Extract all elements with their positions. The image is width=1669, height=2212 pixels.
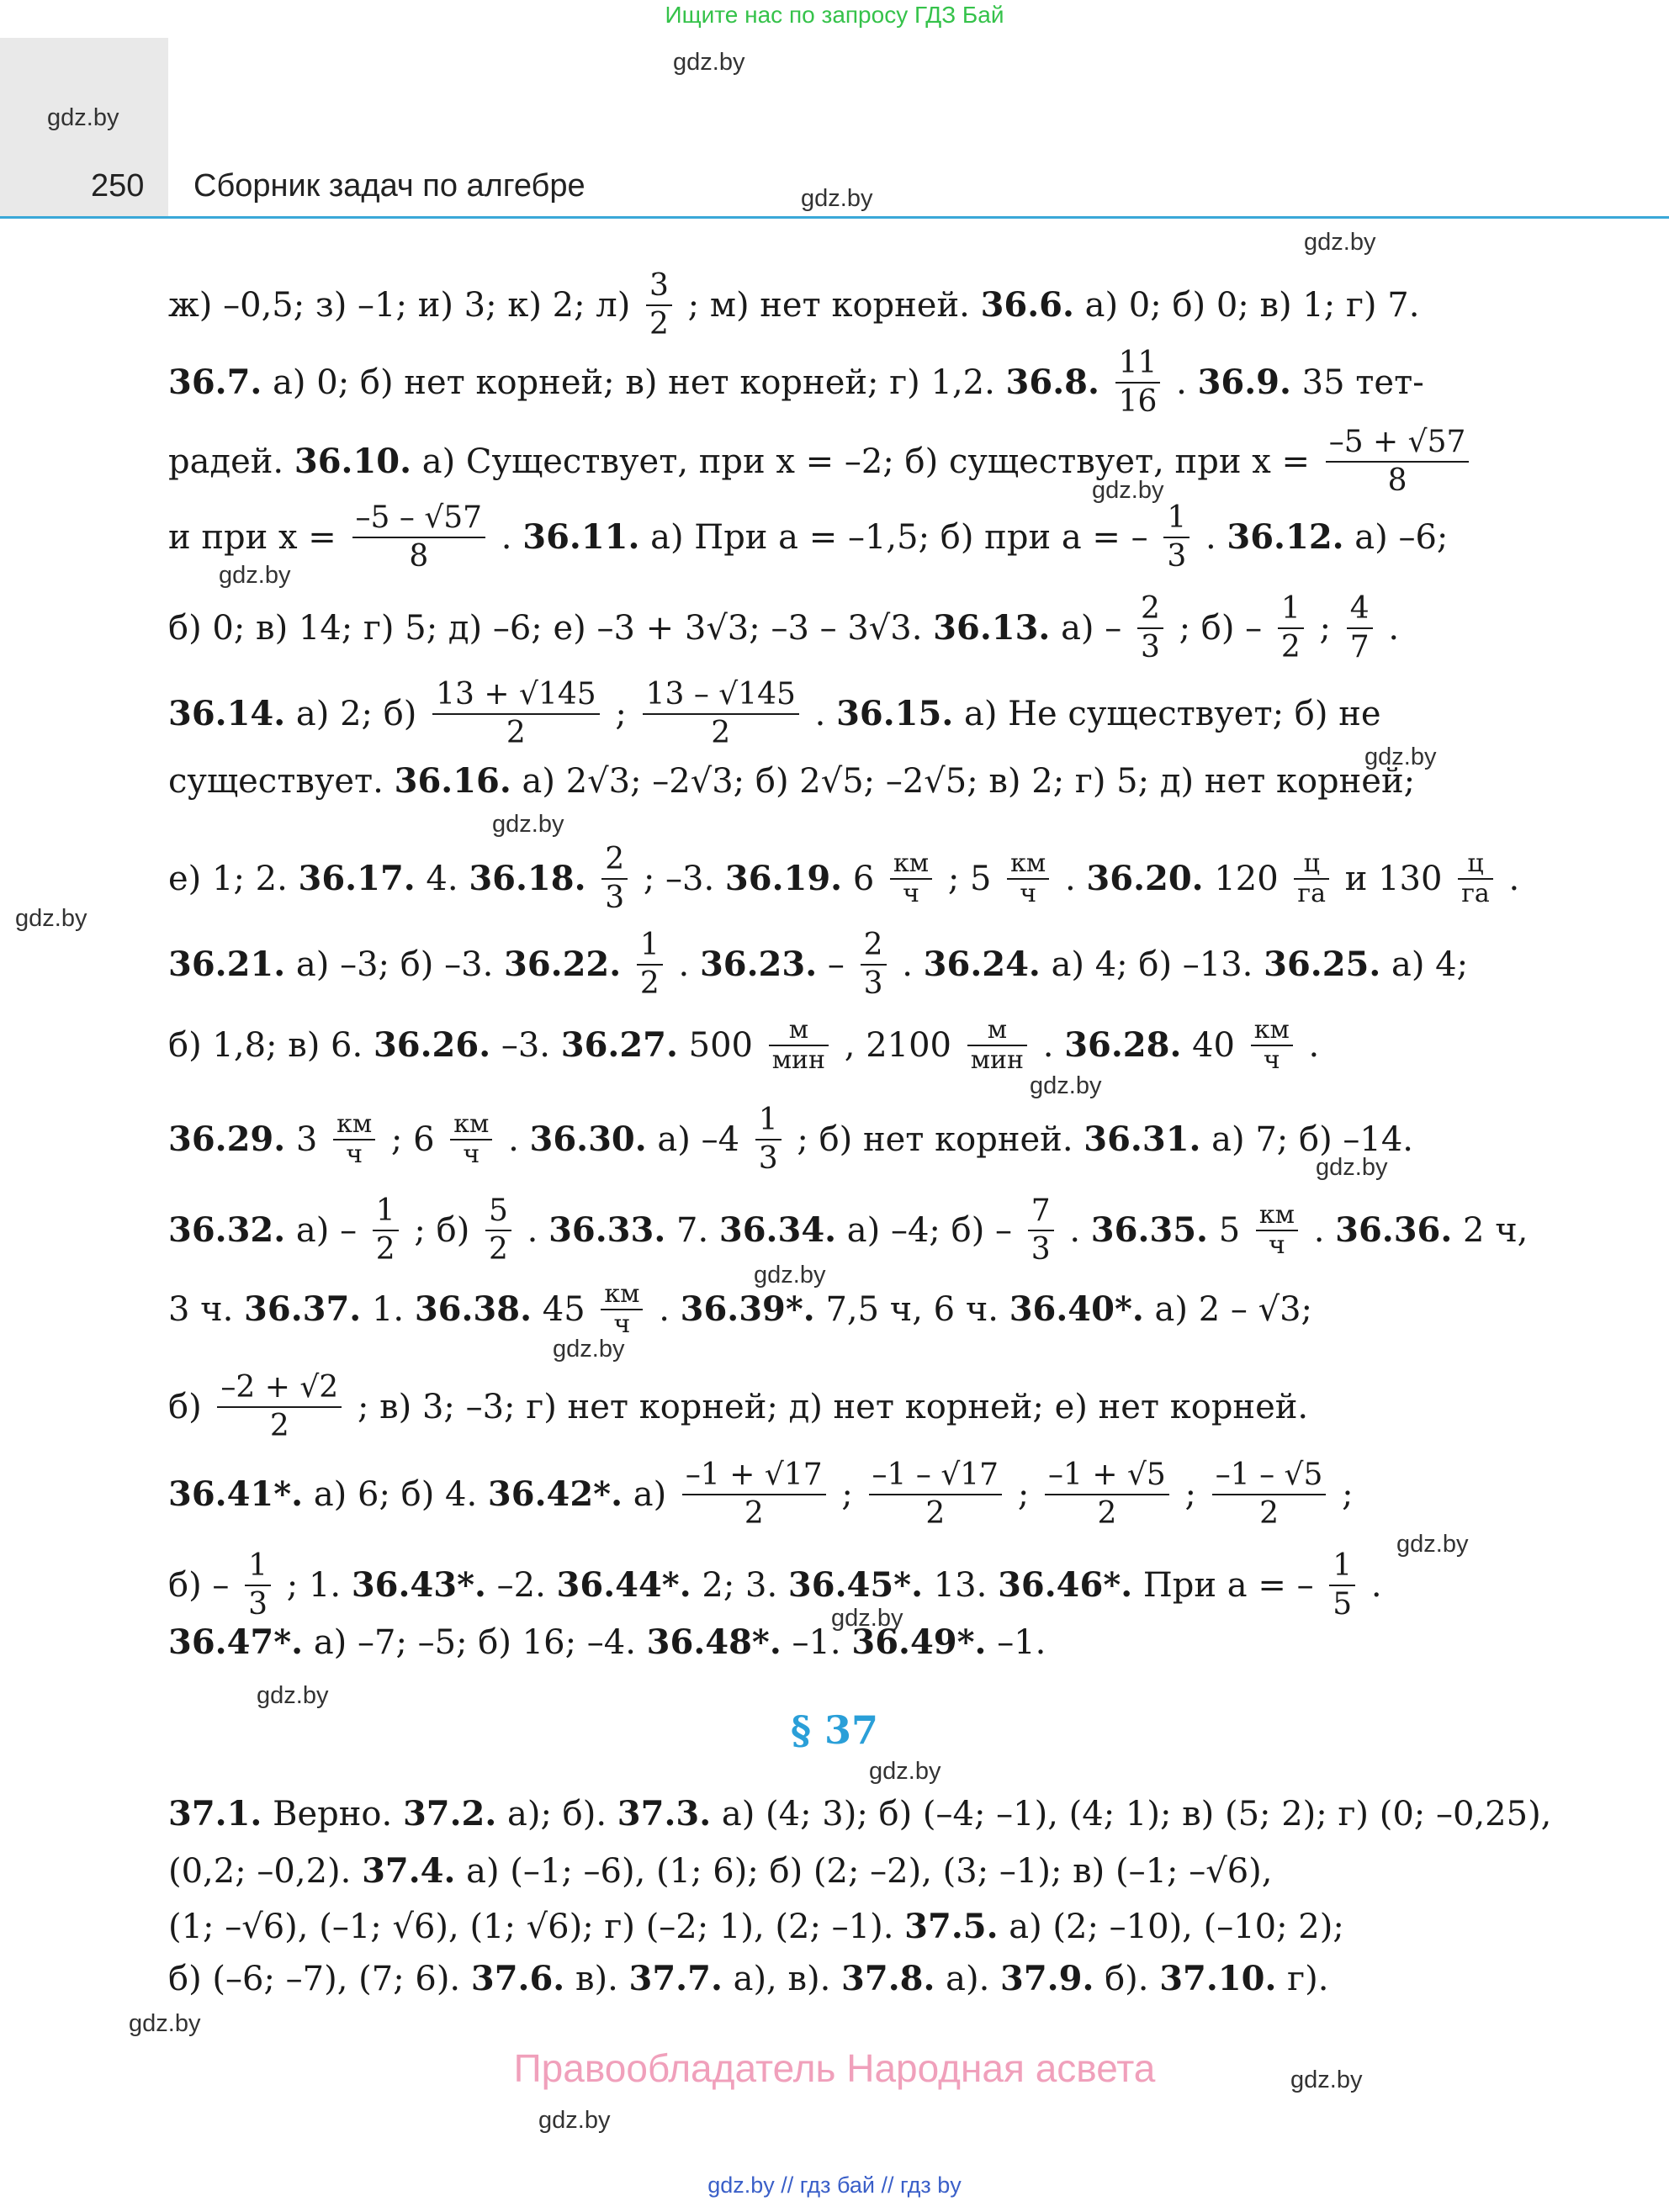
problem-number: 36.44*. xyxy=(556,1565,691,1605)
answer-line xyxy=(168,500,1448,575)
answer-text: а) Существует, при x = –2; б) существует, при x = xyxy=(421,442,1310,481)
answer-line xyxy=(168,927,1468,1003)
answer-text: 1. xyxy=(371,1290,405,1329)
answer-text: ; xyxy=(841,1475,853,1514)
problem-number: 36.8. xyxy=(1005,362,1099,402)
problem-number: 36.30. xyxy=(529,1119,647,1159)
problem-number: 36.28. xyxy=(1064,1025,1182,1065)
answer-line xyxy=(168,1960,1328,1996)
watermark: gdz.by xyxy=(257,1682,329,1709)
answer-text: существует. xyxy=(168,762,384,801)
watermark: gdz.by xyxy=(129,2010,201,2037)
problem-number: 37.5. xyxy=(904,1907,999,1946)
answer-text: а) 0; б) 0; в) 1; г) 7. xyxy=(1084,286,1420,325)
answer-text: а) –3; б) –3. xyxy=(295,945,494,984)
fraction: $\frac{-5 + √57}{8}$ xyxy=(1326,424,1470,500)
problem-number: 36.25. xyxy=(1264,945,1381,984)
answer-text: а) 2 – √3; xyxy=(1154,1290,1312,1329)
fraction: $\frac{4}{7}$ xyxy=(1347,590,1373,666)
answer-text: а) Не существует; б) не xyxy=(963,695,1381,733)
answer-text: 7. xyxy=(676,1211,709,1250)
answer-text: ; xyxy=(615,695,627,733)
answer-line xyxy=(168,1908,1344,1944)
problem-number: 36.9. xyxy=(1197,362,1291,402)
answer-text: б) xyxy=(168,1388,202,1426)
answer-text: 5 xyxy=(1218,1211,1241,1250)
problem-number: 37.3. xyxy=(617,1794,712,1834)
watermark: gdz.by xyxy=(831,1605,903,1632)
answer-text: . xyxy=(1042,1026,1054,1065)
answer-text: е) 1; 2. xyxy=(168,860,288,898)
answer-text: а) – xyxy=(1061,609,1122,648)
fraction: $\frac{13 - √145}{2}$ xyxy=(643,676,799,752)
watermark: gdz.by xyxy=(754,1262,826,1289)
fraction: $\frac{1}{3}$ xyxy=(1163,500,1189,575)
answer-text: а) 2; б) xyxy=(295,695,417,733)
watermark: gdz.by xyxy=(1290,2066,1363,2093)
problem-number: 36.38. xyxy=(414,1289,532,1329)
answer-text: 3 ч. xyxy=(168,1290,234,1329)
answer-line xyxy=(168,1016,1319,1075)
unit-fraction: $\frac{км}{ч}$ xyxy=(1007,849,1049,908)
answer-text: При a = – xyxy=(1142,1566,1314,1605)
problem-number: 36.42*. xyxy=(487,1474,623,1514)
unit-fraction: $\frac{км}{ч}$ xyxy=(601,1280,643,1339)
unit-fraction: $\frac{км}{ч}$ xyxy=(333,1110,375,1169)
answer-text: ; 5 xyxy=(947,860,992,898)
watermark: gdz.by xyxy=(1396,1531,1469,1558)
answer-text: . xyxy=(1370,1566,1382,1605)
answer-text: г). xyxy=(1287,1960,1329,1998)
answer-text: ; 1. xyxy=(286,1566,342,1605)
answer-line xyxy=(168,841,1519,917)
answer-text: ; б) – xyxy=(1179,609,1263,648)
answer-text: – xyxy=(827,945,845,984)
answer-text: , 2100 xyxy=(844,1026,951,1065)
fraction: $\frac{-2 + √2}{2}$ xyxy=(217,1369,342,1445)
fraction: $\frac{-5 - √57}{8}$ xyxy=(352,500,486,575)
answer-line xyxy=(168,676,1381,752)
answer-text: 45 xyxy=(542,1290,585,1329)
problem-number: 36.11. xyxy=(522,517,640,557)
page-number: 250 xyxy=(91,168,145,204)
unit-fraction: $\frac{м}{\text{мин}}$ xyxy=(967,1016,1027,1075)
unit-fraction: $\frac{ц}{га}$ xyxy=(1294,849,1329,908)
answer-text: 2 ч, xyxy=(1463,1211,1529,1250)
answer-text: 7,5 ч, 6 ч. xyxy=(825,1290,999,1329)
answer-text: . xyxy=(1388,609,1400,648)
answer-text: а) 4; xyxy=(1391,945,1469,984)
watermark: gdz.by xyxy=(553,1336,625,1363)
answer-text: . xyxy=(1176,363,1187,402)
answer-text: ; –3. xyxy=(643,860,715,898)
answer-text: радей. xyxy=(168,442,284,481)
answer-text: ; б) xyxy=(414,1211,470,1250)
fraction: $\frac{-1 + √17}{2}$ xyxy=(682,1457,826,1532)
answer-text: а) (4; 3); б) (–4; –1), (4; 1); в) (5; 2); г) (0; –0,25), xyxy=(721,1795,1552,1834)
answer-text: 35 тет- xyxy=(1301,363,1424,402)
problem-number: 37.9. xyxy=(1000,1959,1094,1998)
problem-number: 36.19. xyxy=(724,859,843,898)
fraction: $\frac{2}{3}$ xyxy=(1137,590,1163,666)
problem-number: 36.29. xyxy=(168,1119,286,1159)
answer-text: а) (–1; –6), (1; 6); б) (2; –2), (3; –1); в) (–1; –√6), xyxy=(466,1852,1273,1891)
answer-text: а) –4; б) – xyxy=(846,1211,1013,1250)
problem-number: 36.13. xyxy=(933,608,1051,648)
answer-text: 2; 3. xyxy=(702,1566,778,1605)
problem-number: 36.12. xyxy=(1227,517,1344,557)
problem-number: 36.43*. xyxy=(351,1565,486,1605)
problem-number: 36.34. xyxy=(718,1210,837,1250)
problem-number: 36.31. xyxy=(1084,1119,1201,1159)
answer-text: б) – xyxy=(168,1566,230,1605)
answer-line xyxy=(168,590,1399,666)
problem-number: 36.7. xyxy=(168,362,262,402)
problem-number: 36.48*. xyxy=(646,1622,782,1662)
answer-text: . xyxy=(1069,1211,1081,1250)
problem-number: 36.22. xyxy=(504,945,622,984)
answer-text: 4. xyxy=(426,860,458,898)
bottom-links[interactable]: gdz.by // гдз бай // гдз by xyxy=(707,2172,962,2198)
answer-text: а) – xyxy=(295,1211,358,1250)
fraction: $\frac{2}{3}$ xyxy=(601,841,628,917)
answer-text: –3. xyxy=(501,1026,551,1065)
problem-number: 36.17. xyxy=(298,859,416,898)
answer-text: а) 7; б) –14. xyxy=(1211,1120,1413,1159)
fraction: $\frac{-1 - √5}{2}$ xyxy=(1212,1457,1327,1532)
answer-text: –1. xyxy=(792,1623,841,1662)
answer-text: . xyxy=(501,518,512,557)
problem-number: 36.32. xyxy=(168,1210,286,1250)
fraction: $\frac{1}{2}$ xyxy=(1278,590,1304,666)
answer-text: ; xyxy=(1342,1475,1354,1514)
fraction: $\frac{-1 + √5}{2}$ xyxy=(1045,1457,1169,1532)
answer-line xyxy=(168,345,1424,421)
answer-text: и 130 xyxy=(1344,860,1443,898)
answer-line xyxy=(168,1622,1046,1662)
answer-line xyxy=(168,1851,1273,1891)
watermark: gdz.by xyxy=(219,562,291,589)
fraction: $\frac{2}{3}$ xyxy=(861,927,887,1003)
unit-fraction: $\frac{м}{\text{мин}}$ xyxy=(769,1016,829,1075)
unit-fraction: $\frac{км}{ч}$ xyxy=(450,1110,492,1169)
answer-text: б) 1,8; в) 6. xyxy=(168,1026,363,1065)
problem-number: 37.6. xyxy=(470,1959,565,1998)
answer-text: . xyxy=(1308,1026,1320,1065)
problem-number: 36.20. xyxy=(1086,859,1204,898)
answer-line xyxy=(168,1369,1308,1445)
top-banner[interactable]: Ищите нас по запросу ГДЗ Бай xyxy=(665,2,1004,28)
answer-text: и при x = xyxy=(168,518,336,557)
answer-text: 3 xyxy=(295,1120,318,1159)
watermark: gdz.by xyxy=(1316,1154,1388,1181)
answer-text: ; б) нет корней. xyxy=(797,1120,1073,1159)
answer-text: а); б). xyxy=(507,1795,607,1834)
problem-number: 37.1. xyxy=(168,1794,262,1834)
fraction: $\frac{5}{2}$ xyxy=(485,1193,511,1268)
problem-number: 36.47*. xyxy=(168,1622,304,1662)
answer-text: 500 xyxy=(688,1026,753,1065)
problem-number: 36.46*. xyxy=(998,1565,1133,1605)
answer-text: . xyxy=(1508,860,1520,898)
answer-text: . xyxy=(1064,860,1076,898)
answer-line xyxy=(168,424,1474,500)
answer-text: . xyxy=(527,1211,538,1250)
problem-number: 36.10. xyxy=(294,442,412,481)
answer-text: . xyxy=(659,1290,670,1329)
problem-number: 37.10. xyxy=(1159,1959,1277,1998)
answer-text: а) При a = –1,5; б) при a = – xyxy=(650,518,1148,557)
answer-text: 13. xyxy=(933,1566,988,1605)
watermark: gdz.by xyxy=(47,104,119,131)
answer-line xyxy=(168,1548,1382,1623)
problem-number: 37.8. xyxy=(841,1959,935,1998)
answer-text: а) xyxy=(633,1475,667,1514)
answer-text: ; 6 xyxy=(390,1120,435,1159)
watermark: gdz.by xyxy=(1092,477,1164,504)
problem-number: 36.49*. xyxy=(851,1622,987,1662)
answer-text: в). xyxy=(575,1960,618,1998)
watermark: gdz.by xyxy=(538,2107,611,2134)
answer-text: а) 4; б) –13. xyxy=(1051,945,1253,984)
answer-text: 40 xyxy=(1192,1026,1236,1065)
answer-text: ; м) нет корней. xyxy=(687,286,970,325)
unit-fraction: $\frac{ц}{га}$ xyxy=(1458,849,1493,908)
fraction: $\frac{11}{16}$ xyxy=(1115,345,1161,421)
problem-number: 36.45*. xyxy=(787,1565,924,1605)
answer-text: (0,2; –0,2). xyxy=(168,1852,352,1891)
watermark: gdz.by xyxy=(492,811,564,838)
answer-text: 120 xyxy=(1214,860,1279,898)
answer-text: а) 6; б) 4. xyxy=(313,1475,478,1514)
answer-text: а) –7; –5; б) 16; –4. xyxy=(313,1623,636,1662)
answer-text: (1; –√6), (–1; √6), (1; √6); г) (–2; 1), (2; –1). xyxy=(168,1908,894,1946)
fraction: $\frac{1}{3}$ xyxy=(755,1102,782,1177)
answer-text: 6 xyxy=(852,860,875,898)
answer-line xyxy=(168,1102,1413,1177)
answer-text: а), в). xyxy=(733,1960,831,1998)
problem-number: 36.18. xyxy=(469,859,586,898)
watermark: gdz.by xyxy=(1030,1072,1102,1099)
answer-text: а) (2; –10), (–10; 2); xyxy=(1009,1908,1344,1946)
answer-text: а) –6; xyxy=(1354,518,1449,557)
watermark: gdz.by xyxy=(1304,229,1376,256)
problem-number: 36.40*. xyxy=(1009,1289,1144,1329)
problem-number: 36.16. xyxy=(394,761,511,801)
answer-text: . xyxy=(508,1120,519,1159)
answer-line xyxy=(168,1457,1354,1532)
watermark: gdz.by xyxy=(801,185,873,212)
unit-fraction: $\frac{км}{ч}$ xyxy=(1251,1016,1293,1075)
problem-number: 36.41*. xyxy=(168,1474,304,1514)
answer-text: б). xyxy=(1105,1960,1149,1998)
fraction: $\frac{1}{5}$ xyxy=(1329,1548,1355,1623)
problem-number: 36.15. xyxy=(836,694,954,733)
problem-number: 36.24. xyxy=(923,945,1041,984)
header-rule xyxy=(0,216,1669,219)
watermark: gdz.by xyxy=(869,1758,941,1785)
answer-line xyxy=(168,1794,1552,1834)
answer-line xyxy=(168,761,1416,801)
problem-number: 36.37. xyxy=(244,1289,362,1329)
problem-number: 37.7. xyxy=(628,1959,723,1998)
answer-text: а) –4 xyxy=(657,1120,740,1159)
fraction: $\frac{13 + √145}{2}$ xyxy=(432,676,600,752)
problem-number: 36.21. xyxy=(168,945,286,984)
answer-text: . xyxy=(902,945,913,984)
answer-text: б) (–6; –7), (7; 6). xyxy=(168,1960,461,1998)
answer-text: –1. xyxy=(997,1623,1046,1662)
fraction: $\frac{3}{2}$ xyxy=(646,267,672,343)
answer-text: Верно. xyxy=(273,1795,393,1834)
unit-fraction: $\frac{км}{ч}$ xyxy=(1256,1201,1298,1260)
problem-number: 36.6. xyxy=(980,285,1074,325)
fraction: $\frac{7}{3}$ xyxy=(1028,1193,1054,1268)
running-header: Сборник задач по алгебре xyxy=(193,168,585,204)
answer-text: . xyxy=(1313,1211,1325,1250)
problem-number: 36.23. xyxy=(699,945,818,984)
copyright-notice: Правообладатель Народная асвета xyxy=(513,2046,1156,2090)
answer-text: ; в) 3; –3; г) нет корней; д) нет корней; е) нет корней. xyxy=(357,1388,1309,1426)
answer-line xyxy=(168,1280,1312,1339)
answer-text: ; xyxy=(1319,609,1331,648)
section-title: § 37 xyxy=(790,1707,879,1753)
problem-number: 36.27. xyxy=(560,1025,678,1065)
answer-text: а). xyxy=(946,1960,990,1998)
answer-text: . xyxy=(1205,518,1216,557)
answer-text: ж) –0,5; з) –1; и) 3; к) 2; л) xyxy=(168,286,631,325)
fraction: $\frac{-1 - √17}{2}$ xyxy=(869,1457,1003,1532)
problem-number: 36.39*. xyxy=(680,1289,815,1329)
answer-text: . xyxy=(814,695,826,733)
watermark: gdz.by xyxy=(15,905,87,932)
answer-text: а) 0; б) нет корней; в) нет корней; г) 1,2. xyxy=(273,363,995,402)
answer-text: ; xyxy=(1017,1475,1030,1514)
answer-text: –2. xyxy=(496,1566,546,1605)
problem-number: 36.36. xyxy=(1335,1210,1453,1250)
answer-text: а) 2√3; –2√3; б) 2√5; –2√5; в) 2; г) 5; д) нет корней; xyxy=(522,762,1416,801)
problem-number: 36.26. xyxy=(373,1025,491,1065)
problem-number: 37.4. xyxy=(362,1851,456,1891)
fraction: $\frac{1}{2}$ xyxy=(637,927,663,1003)
fraction: $\frac{1}{2}$ xyxy=(373,1193,399,1268)
answer-line xyxy=(168,1193,1528,1268)
answer-line xyxy=(168,267,1419,343)
answer-text: б) 0; в) 14; г) 5; д) –6; е) –3 + 3√3; –3 – 3√3. xyxy=(168,609,923,648)
fraction: $\frac{1}{3}$ xyxy=(245,1548,271,1623)
answer-text: . xyxy=(678,945,690,984)
answer-text: ; xyxy=(1184,1475,1197,1514)
problem-number: 36.35. xyxy=(1090,1210,1208,1250)
problem-number: 37.2. xyxy=(402,1794,497,1834)
problem-number: 36.14. xyxy=(168,694,286,733)
watermark: gdz.by xyxy=(673,49,745,76)
watermark: gdz.by xyxy=(1364,744,1437,770)
unit-fraction: $\frac{км}{ч}$ xyxy=(890,849,932,908)
problem-number: 36.33. xyxy=(548,1210,666,1250)
